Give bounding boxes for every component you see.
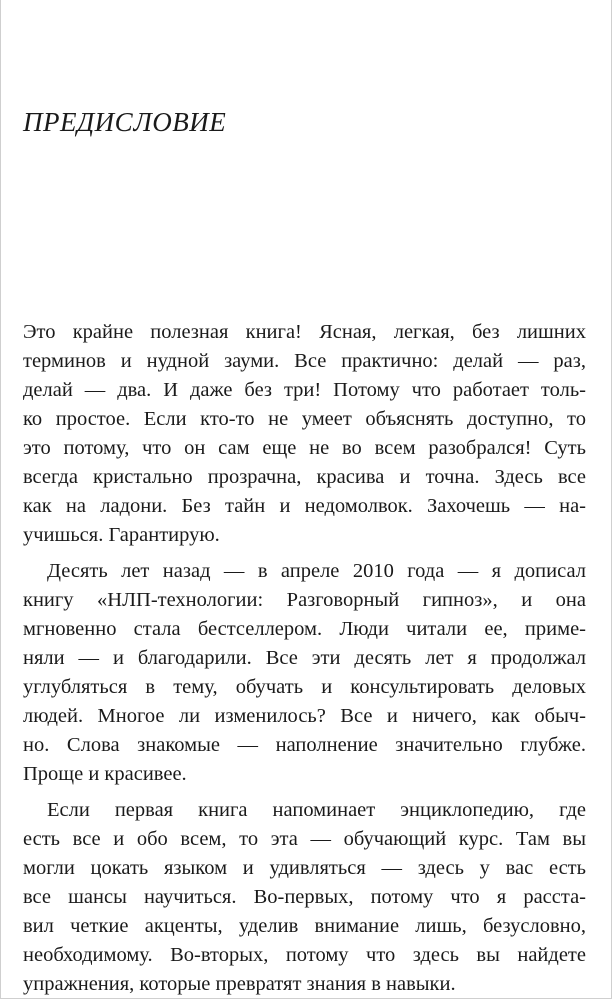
text-line: необходимому. Во-вторых, потому что здесь вы найдете <box>23 944 586 966</box>
text-line: делай — два. И даже без три! Потому что работает толь- <box>23 379 586 401</box>
paragraph-gap <box>23 789 586 796</box>
text-line: мгновенно стала бестселлером. Люди читали ее, приме- <box>23 618 586 640</box>
paragraph-gap <box>23 550 586 557</box>
text-line: людей. Многое ли изменилось? Все и ничего, как обыч- <box>23 705 586 727</box>
text-line: но. Слова знакомые — наполнение значительно глубже. <box>23 734 586 756</box>
text-line: как на ладони. Без тайн и недомолвок. Захочешь — на- <box>23 495 586 517</box>
paragraph <box>23 318 586 550</box>
text-line: Десять лет назад — в апреле 2010 года — я дописал <box>47 560 586 582</box>
text-line: учишься. Гарантирую. <box>23 524 220 546</box>
text-line: ко простое. Если кто-то не умеет объяснять доступно, то <box>23 408 586 430</box>
chapter-body <box>23 318 586 999</box>
text-line: терминов и нудной зауми. Все практично: делай — раз, <box>23 350 586 372</box>
text-line: это потому, что он сам еще не во всем разобрался! Суть <box>23 437 586 459</box>
paragraph <box>23 796 586 999</box>
text-line: няли — и благодарили. Все эти десять лет я продолжал <box>23 647 586 669</box>
text-line: углубляться в тему, обучать и консультировать деловых <box>23 676 586 698</box>
text-line: вил четкие акценты, уделив внимание лишь, безусловно, <box>23 915 586 937</box>
paragraph <box>23 557 586 789</box>
text-line: Это крайне полезная книга! Ясная, легкая, без лишних <box>23 321 586 343</box>
text-line: Проще и красивее. <box>23 763 187 785</box>
text-line: всегда кристально прозрачна, красива и точна. Здесь все <box>23 466 586 488</box>
text-line: книгу «НЛП-технологии: Разговорный гипноз», и она <box>23 589 586 611</box>
text-line: могли цокать языком и удивляться — здесь у вас есть <box>23 857 586 879</box>
text-line: Если первая книга напоминает энциклопедию, где <box>47 799 586 821</box>
text-line: есть все и обо всем, то эта — обучающий курс. Там вы <box>23 828 586 850</box>
chapter-title: ПРЕДИСЛОВИЕ <box>23 107 227 137</box>
text-line: упражнения, которые превратят знания в навыки. <box>23 973 456 995</box>
text-line: все шансы научиться. Во-первых, потому что я расста- <box>23 886 586 908</box>
